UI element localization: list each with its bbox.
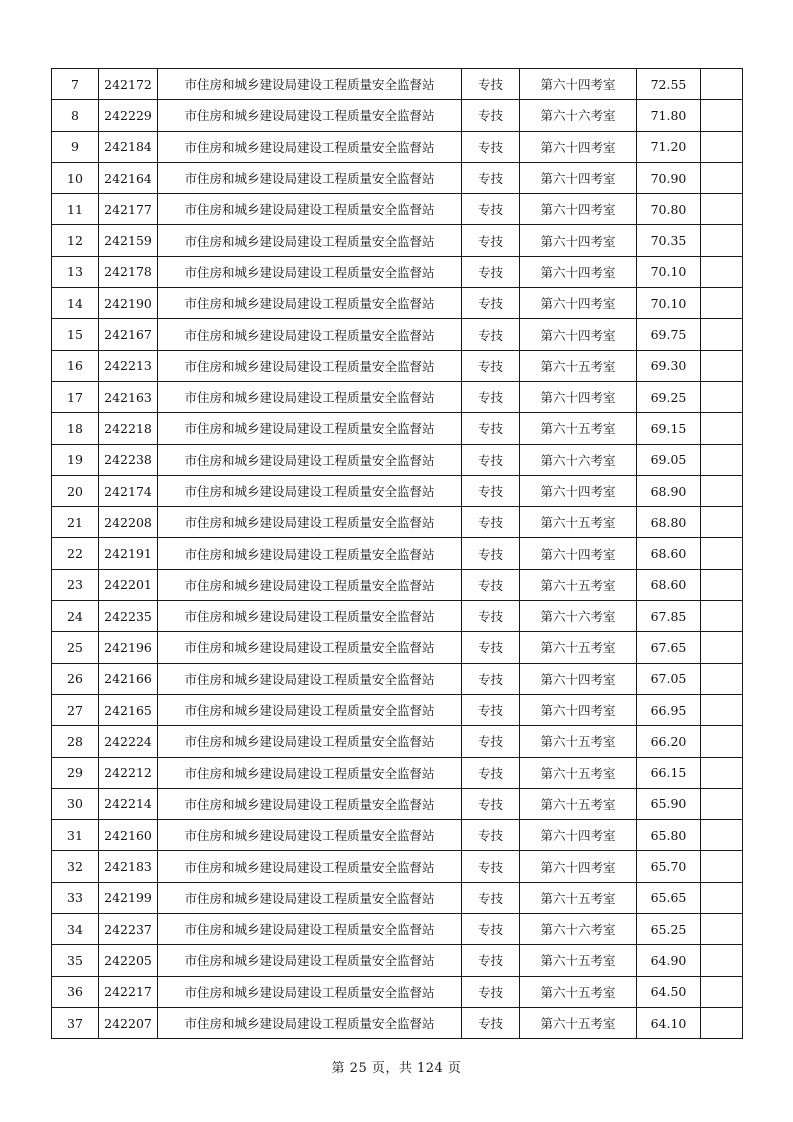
position-type-cell: 专技	[462, 131, 520, 162]
row-number-cell: 32	[52, 851, 99, 882]
position-type-cell: 专技	[462, 851, 520, 882]
exam-room-cell: 第六十四考室	[520, 225, 637, 256]
exam-room-cell: 第六十四考室	[520, 162, 637, 193]
row-number-cell: 33	[52, 882, 99, 913]
employer-cell: 市住房和城乡建设局建设工程质量安全监督站	[158, 569, 462, 600]
employer-cell: 市住房和城乡建设局建设工程质量安全监督站	[158, 914, 462, 945]
exam-id-cell: 242160	[99, 820, 158, 851]
row-number-cell: 34	[52, 914, 99, 945]
row-number-cell: 15	[52, 319, 99, 350]
remarks-cell	[701, 256, 743, 287]
employer-cell: 市住房和城乡建设局建设工程质量安全监督站	[158, 601, 462, 632]
score-cell: 70.35	[637, 225, 701, 256]
exam-room-cell: 第六十五考室	[520, 726, 637, 757]
exam-room-cell: 第六十四考室	[520, 131, 637, 162]
table-row	[52, 350, 743, 381]
results-table-body	[52, 69, 743, 1039]
score-cell: 70.10	[637, 256, 701, 287]
exam-id-cell: 242165	[99, 694, 158, 725]
table-row	[52, 475, 743, 506]
table-row	[52, 131, 743, 162]
employer-cell: 市住房和城乡建设局建设工程质量安全监督站	[158, 882, 462, 913]
position-type-cell: 专技	[462, 1007, 520, 1038]
exam-id-cell: 242201	[99, 569, 158, 600]
exam-id-cell: 242191	[99, 538, 158, 569]
employer-cell: 市住房和城乡建设局建设工程质量安全监督站	[158, 694, 462, 725]
employer-cell: 市住房和城乡建设局建设工程质量安全监督站	[158, 757, 462, 788]
exam-id-cell: 242224	[99, 726, 158, 757]
exam-room-cell: 第六十四考室	[520, 288, 637, 319]
table-row	[52, 788, 743, 819]
position-type-cell: 专技	[462, 569, 520, 600]
exam-room-cell: 第六十四考室	[520, 663, 637, 694]
remarks-cell	[701, 851, 743, 882]
score-cell: 69.75	[637, 319, 701, 350]
remarks-cell	[701, 69, 743, 100]
table-row	[52, 882, 743, 913]
position-type-cell: 专技	[462, 413, 520, 444]
score-cell: 72.55	[637, 69, 701, 100]
score-cell: 68.60	[637, 569, 701, 600]
row-number-cell: 19	[52, 444, 99, 475]
table-row	[52, 413, 743, 444]
exam-room-cell: 第六十五考室	[520, 632, 637, 663]
row-number-cell: 17	[52, 381, 99, 412]
exam-id-cell: 242159	[99, 225, 158, 256]
score-cell: 67.65	[637, 632, 701, 663]
score-cell: 70.10	[637, 288, 701, 319]
remarks-cell	[701, 726, 743, 757]
employer-cell: 市住房和城乡建设局建设工程质量安全监督站	[158, 100, 462, 131]
table-row	[52, 569, 743, 600]
employer-cell: 市住房和城乡建设局建设工程质量安全监督站	[158, 413, 462, 444]
position-type-cell: 专技	[462, 288, 520, 319]
table-row	[52, 288, 743, 319]
position-type-cell: 专技	[462, 882, 520, 913]
remarks-cell	[701, 632, 743, 663]
exam-id-cell: 242207	[99, 1007, 158, 1038]
score-cell: 71.20	[637, 131, 701, 162]
employer-cell: 市住房和城乡建设局建设工程质量安全监督站	[158, 726, 462, 757]
employer-cell: 市住房和城乡建设局建设工程质量安全监督站	[158, 632, 462, 663]
employer-cell: 市住房和城乡建设局建设工程质量安全监督站	[158, 663, 462, 694]
exam-id-cell: 242163	[99, 381, 158, 412]
table-row	[52, 945, 743, 976]
exam-room-cell: 第六十五考室	[520, 413, 637, 444]
employer-cell: 市住房和城乡建设局建设工程质量安全监督站	[158, 225, 462, 256]
row-number-cell: 36	[52, 976, 99, 1007]
exam-id-cell: 242218	[99, 413, 158, 444]
exam-id-cell: 242199	[99, 882, 158, 913]
exam-room-cell: 第六十四考室	[520, 475, 637, 506]
row-number-cell: 8	[52, 100, 99, 131]
position-type-cell: 专技	[462, 945, 520, 976]
exam-room-cell: 第六十五考室	[520, 882, 637, 913]
score-cell: 68.90	[637, 475, 701, 506]
row-number-cell: 14	[52, 288, 99, 319]
exam-id-cell: 242217	[99, 976, 158, 1007]
employer-cell: 市住房和城乡建设局建设工程质量安全监督站	[158, 381, 462, 412]
exam-id-cell: 242183	[99, 851, 158, 882]
employer-cell: 市住房和城乡建设局建设工程质量安全监督站	[158, 820, 462, 851]
exam-id-cell: 242166	[99, 663, 158, 694]
score-cell: 68.80	[637, 507, 701, 538]
exam-room-cell: 第六十四考室	[520, 319, 637, 350]
position-type-cell: 专技	[462, 601, 520, 632]
remarks-cell	[701, 131, 743, 162]
exam-id-cell: 242167	[99, 319, 158, 350]
remarks-cell	[701, 288, 743, 319]
score-cell: 65.25	[637, 914, 701, 945]
remarks-cell	[701, 882, 743, 913]
row-number-cell: 21	[52, 507, 99, 538]
row-number-cell: 10	[52, 162, 99, 193]
row-number-cell: 22	[52, 538, 99, 569]
position-type-cell: 专技	[462, 663, 520, 694]
remarks-cell	[701, 601, 743, 632]
table-row	[52, 601, 743, 632]
exam-id-cell: 242237	[99, 914, 158, 945]
exam-id-cell: 242212	[99, 757, 158, 788]
employer-cell: 市住房和城乡建设局建设工程质量安全监督站	[158, 69, 462, 100]
page-footer: 第 25 页，共 124 页	[331, 1061, 462, 1076]
exam-room-cell: 第六十五考室	[520, 1007, 637, 1038]
exam-room-cell: 第六十四考室	[520, 194, 637, 225]
score-cell: 71.80	[637, 100, 701, 131]
table-row	[52, 444, 743, 475]
row-number-cell: 27	[52, 694, 99, 725]
exam-room-cell: 第六十四考室	[520, 69, 637, 100]
exam-room-cell: 第六十四考室	[520, 538, 637, 569]
position-type-cell: 专技	[462, 444, 520, 475]
score-cell: 64.10	[637, 1007, 701, 1038]
exam-room-cell: 第六十五考室	[520, 350, 637, 381]
exam-room-cell: 第六十四考室	[520, 381, 637, 412]
remarks-cell	[701, 757, 743, 788]
position-type-cell: 专技	[462, 820, 520, 851]
score-cell: 65.90	[637, 788, 701, 819]
row-number-cell: 9	[52, 131, 99, 162]
row-number-cell: 35	[52, 945, 99, 976]
position-type-cell: 专技	[462, 914, 520, 945]
remarks-cell	[701, 976, 743, 1007]
table-row	[52, 319, 743, 350]
exam-id-cell: 242238	[99, 444, 158, 475]
exam-id-cell: 242235	[99, 601, 158, 632]
remarks-cell	[701, 413, 743, 444]
exam-id-cell: 242208	[99, 507, 158, 538]
table-row	[52, 632, 743, 663]
exam-id-cell: 242174	[99, 475, 158, 506]
exam-room-cell: 第六十四考室	[520, 820, 637, 851]
score-cell: 67.85	[637, 601, 701, 632]
employer-cell: 市住房和城乡建设局建设工程质量安全监督站	[158, 444, 462, 475]
position-type-cell: 专技	[462, 319, 520, 350]
remarks-cell	[701, 538, 743, 569]
exam-room-cell: 第六十五考室	[520, 788, 637, 819]
table-row	[52, 976, 743, 1007]
exam-id-cell: 242214	[99, 788, 158, 819]
employer-cell: 市住房和城乡建设局建设工程质量安全监督站	[158, 288, 462, 319]
table-row	[52, 225, 743, 256]
exam-id-cell: 242178	[99, 256, 158, 287]
exam-id-cell: 242196	[99, 632, 158, 663]
table-row	[52, 69, 743, 100]
score-cell: 65.80	[637, 820, 701, 851]
employer-cell: 市住房和城乡建设局建设工程质量安全监督站	[158, 319, 462, 350]
remarks-cell	[701, 788, 743, 819]
position-type-cell: 专技	[462, 632, 520, 663]
remarks-cell	[701, 914, 743, 945]
remarks-cell	[701, 694, 743, 725]
employer-cell: 市住房和城乡建设局建设工程质量安全监督站	[158, 851, 462, 882]
exam-room-cell: 第六十五考室	[520, 507, 637, 538]
row-number-cell: 12	[52, 225, 99, 256]
exam-id-cell: 242213	[99, 350, 158, 381]
remarks-cell	[701, 225, 743, 256]
exam-room-cell: 第六十四考室	[520, 694, 637, 725]
score-cell: 69.25	[637, 381, 701, 412]
position-type-cell: 专技	[462, 726, 520, 757]
remarks-cell	[701, 444, 743, 475]
position-type-cell: 专技	[462, 507, 520, 538]
score-cell: 69.30	[637, 350, 701, 381]
position-type-cell: 专技	[462, 256, 520, 287]
exam-id-cell: 242164	[99, 162, 158, 193]
table-row	[52, 726, 743, 757]
exam-id-cell: 242190	[99, 288, 158, 319]
table-row	[52, 256, 743, 287]
table-row	[52, 1007, 743, 1038]
exam-room-cell: 第六十六考室	[520, 100, 637, 131]
table-row	[52, 381, 743, 412]
row-number-cell: 30	[52, 788, 99, 819]
row-number-cell: 25	[52, 632, 99, 663]
score-cell: 68.60	[637, 538, 701, 569]
employer-cell: 市住房和城乡建设局建设工程质量安全监督站	[158, 162, 462, 193]
row-number-cell: 24	[52, 601, 99, 632]
employer-cell: 市住房和城乡建设局建设工程质量安全监督站	[158, 1007, 462, 1038]
row-number-cell: 23	[52, 569, 99, 600]
position-type-cell: 专技	[462, 694, 520, 725]
remarks-cell	[701, 162, 743, 193]
position-type-cell: 专技	[462, 225, 520, 256]
row-number-cell: 20	[52, 475, 99, 506]
exam-room-cell: 第六十六考室	[520, 914, 637, 945]
score-cell: 69.05	[637, 444, 701, 475]
score-cell: 70.90	[637, 162, 701, 193]
table-row	[52, 194, 743, 225]
employer-cell: 市住房和城乡建设局建设工程质量安全监督站	[158, 976, 462, 1007]
position-type-cell: 专技	[462, 381, 520, 412]
score-cell: 64.90	[637, 945, 701, 976]
employer-cell: 市住房和城乡建设局建设工程质量安全监督站	[158, 256, 462, 287]
table-row	[52, 507, 743, 538]
row-number-cell: 37	[52, 1007, 99, 1038]
table-row	[52, 538, 743, 569]
position-type-cell: 专技	[462, 194, 520, 225]
table-row	[52, 694, 743, 725]
score-cell: 64.50	[637, 976, 701, 1007]
exam-room-cell: 第六十五考室	[520, 569, 637, 600]
score-cell: 66.95	[637, 694, 701, 725]
remarks-cell	[701, 194, 743, 225]
remarks-cell	[701, 663, 743, 694]
exam-room-cell: 第六十五考室	[520, 757, 637, 788]
employer-cell: 市住房和城乡建设局建设工程质量安全监督站	[158, 131, 462, 162]
table-row	[52, 100, 743, 131]
employer-cell: 市住房和城乡建设局建设工程质量安全监督站	[158, 475, 462, 506]
employer-cell: 市住房和城乡建设局建设工程质量安全监督站	[158, 945, 462, 976]
position-type-cell: 专技	[462, 475, 520, 506]
employer-cell: 市住房和城乡建设局建设工程质量安全监督站	[158, 507, 462, 538]
remarks-cell	[701, 100, 743, 131]
remarks-cell	[701, 569, 743, 600]
exam-room-cell: 第六十六考室	[520, 601, 637, 632]
row-number-cell: 26	[52, 663, 99, 694]
exam-id-cell: 242172	[99, 69, 158, 100]
score-cell: 65.65	[637, 882, 701, 913]
results-table	[51, 68, 743, 1039]
score-cell: 67.05	[637, 663, 701, 694]
employer-cell: 市住房和城乡建设局建设工程质量安全监督站	[158, 788, 462, 819]
exam-id-cell: 242177	[99, 194, 158, 225]
score-cell: 70.80	[637, 194, 701, 225]
remarks-cell	[701, 945, 743, 976]
score-cell: 66.20	[637, 726, 701, 757]
exam-room-cell: 第六十五考室	[520, 945, 637, 976]
exam-room-cell: 第六十五考室	[520, 976, 637, 1007]
exam-room-cell: 第六十四考室	[520, 851, 637, 882]
score-cell: 66.15	[637, 757, 701, 788]
exam-id-cell: 242184	[99, 131, 158, 162]
row-number-cell: 11	[52, 194, 99, 225]
row-number-cell: 29	[52, 757, 99, 788]
score-cell: 69.15	[637, 413, 701, 444]
exam-room-cell: 第六十六考室	[520, 444, 637, 475]
employer-cell: 市住房和城乡建设局建设工程质量安全监督站	[158, 538, 462, 569]
exam-room-cell: 第六十四考室	[520, 256, 637, 287]
remarks-cell	[701, 350, 743, 381]
position-type-cell: 专技	[462, 350, 520, 381]
row-number-cell: 16	[52, 350, 99, 381]
position-type-cell: 专技	[462, 538, 520, 569]
table-row	[52, 663, 743, 694]
row-number-cell: 7	[52, 69, 99, 100]
table-row	[52, 851, 743, 882]
remarks-cell	[701, 319, 743, 350]
position-type-cell: 专技	[462, 976, 520, 1007]
remarks-cell	[701, 507, 743, 538]
remarks-cell	[701, 381, 743, 412]
remarks-cell	[701, 475, 743, 506]
table-row	[52, 162, 743, 193]
exam-id-cell: 242205	[99, 945, 158, 976]
position-type-cell: 专技	[462, 162, 520, 193]
row-number-cell: 18	[52, 413, 99, 444]
remarks-cell	[701, 1007, 743, 1038]
remarks-cell	[701, 820, 743, 851]
employer-cell: 市住房和城乡建设局建设工程质量安全监督站	[158, 194, 462, 225]
table-row	[52, 914, 743, 945]
position-type-cell: 专技	[462, 757, 520, 788]
score-cell: 65.70	[637, 851, 701, 882]
position-type-cell: 专技	[462, 788, 520, 819]
table-row	[52, 820, 743, 851]
employer-cell: 市住房和城乡建设局建设工程质量安全监督站	[158, 350, 462, 381]
position-type-cell: 专技	[462, 69, 520, 100]
table-row	[52, 757, 743, 788]
exam-id-cell: 242229	[99, 100, 158, 131]
position-type-cell: 专技	[462, 100, 520, 131]
row-number-cell: 13	[52, 256, 99, 287]
row-number-cell: 31	[52, 820, 99, 851]
row-number-cell: 28	[52, 726, 99, 757]
